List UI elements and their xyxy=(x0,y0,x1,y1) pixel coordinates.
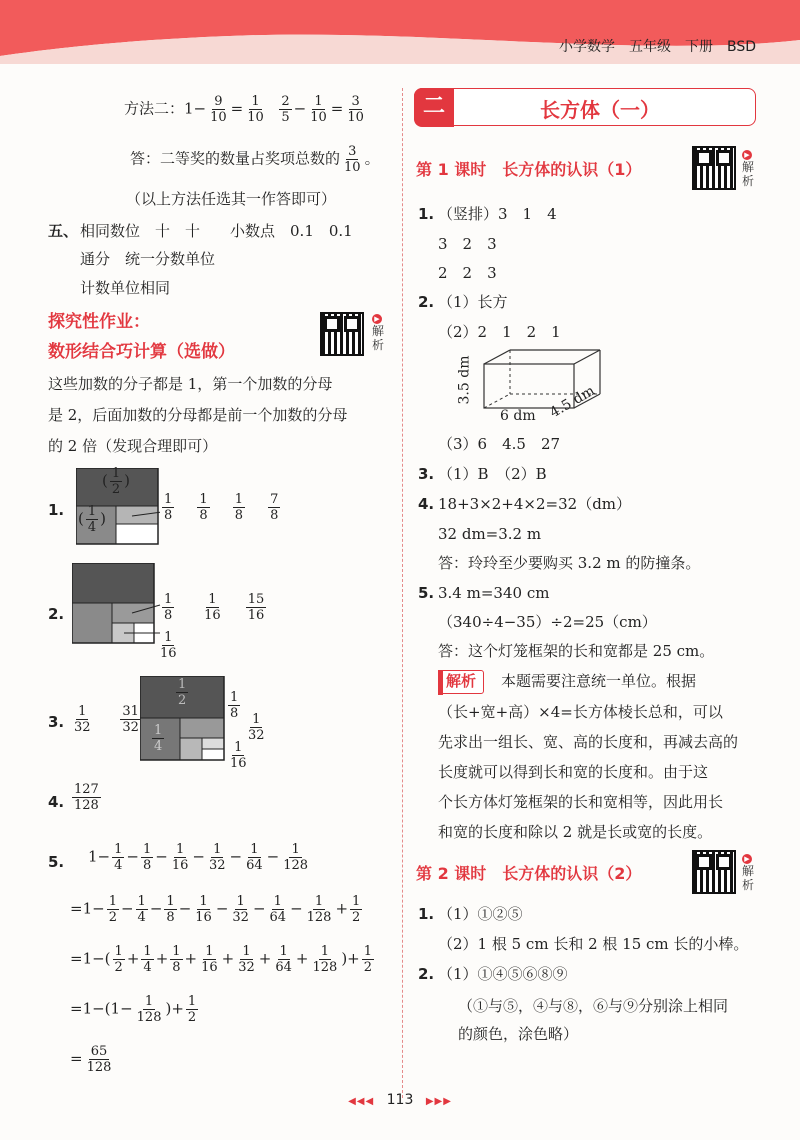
qr-code-icon[interactable] xyxy=(320,312,364,356)
fraction: $\frac{1}{128}$ xyxy=(312,944,338,975)
item3-side-fracs-3: $\frac{1}{16}$ xyxy=(230,740,247,771)
item5-row2: =1− $\frac{1}{2}$ − $\frac{1}{4}$ − $\frac{1}{8}$ − $\frac{1}{16}$ − $\frac{1}{32}$ − $\frac{1}{64}$ − $\frac{1}{128}$ + $\frac{1}{2}$ xyxy=(70,894,361,925)
fraction: $\frac{1}{128}$ xyxy=(136,994,162,1025)
analysis-line4: 长度就可以得到长和宽的长度和。由于这 xyxy=(438,763,709,781)
cuboid-height-label: 3.5 dm xyxy=(456,355,473,405)
item3-side-fracs: $\frac{1}{8}$ xyxy=(230,690,239,721)
item1-answers: $\frac{1}{8}$ $\frac{1}{8}$ $\frac{1}{8}$ $\frac{7}{8}$ xyxy=(164,492,279,523)
method2-line: 方法二：1− $\frac{9}{10}$ = $\frac{1}{10}$ $\frac{2}{5}$ − $\frac{1}{10}$ = $\frac{3}{10}$ xyxy=(124,94,364,125)
r5-line1: 3.4 m=340 cm xyxy=(438,584,550,602)
analysis-tag-bar xyxy=(438,670,443,695)
item3-side-fracs-2: $\frac{1}{32}$ xyxy=(248,712,265,743)
fraction: $\frac{1}{4}$ xyxy=(114,842,123,873)
r4-line3: 答：玲玲至少要购买 3.2 m 的防撞条。 xyxy=(438,554,701,572)
fraction: $\frac{1}{8}$ xyxy=(166,894,175,925)
fraction: $\frac{1}{8}$ xyxy=(142,842,152,873)
analysis-line2: （长+宽+高）×4=长方体棱长总和，可以 xyxy=(438,703,723,721)
item2-num: 2. xyxy=(48,605,65,623)
r1-line2: 3 2 3 xyxy=(438,235,497,253)
item1-sq-label-left: ( $\frac{1}{4}$ ) xyxy=(78,504,106,535)
play-icon: ▶ xyxy=(372,314,382,324)
fraction: $\frac{1}{4}$ xyxy=(143,944,152,975)
fraction: $\frac{1}{32}$ xyxy=(232,894,249,925)
r1-line1: （竖排）3 1 4 xyxy=(438,205,557,223)
qr-code-icon-lesson2[interactable] xyxy=(692,850,736,894)
fraction: $\frac{1}{128}$ xyxy=(306,894,332,925)
item3-sq-top: $\frac{1}{2}$ xyxy=(178,677,187,708)
section-number: 二 xyxy=(422,94,445,119)
explore-subtitle: 数形结合巧计算（选做） xyxy=(48,342,235,362)
jiexi-link-lesson2[interactable]: ▶ 解析 xyxy=(742,855,755,892)
r3-num: 3. xyxy=(418,465,435,483)
analysis-line1: 本题需要注意统一单位。根据 xyxy=(486,672,697,690)
item4-answer: $\frac{127}{128}$ xyxy=(74,782,99,813)
item3-num: 3. xyxy=(48,713,65,731)
item1-num: 1. xyxy=(48,501,65,519)
q5-label: 五、 xyxy=(48,222,79,240)
r2-num: 2. xyxy=(418,293,435,311)
s1-num: 1. xyxy=(418,905,435,923)
item5-row3: =1−( $\frac{1}{2}$ + $\frac{1}{4}$ + $\frac{1}{8}$ + $\frac{1}{16}$ + $\frac{1}{32}$ + $\frac{1}{64}$ + $\frac{1}{128}$ )+ $\frac{1}{2}$ xyxy=(70,944,373,975)
fraction: $\frac{1}{2}$ xyxy=(187,994,197,1025)
q5-line2: 通分 统一分数单位 xyxy=(80,250,216,268)
item2-answers: $\frac{1}{8}$ $\frac{1}{16}$ $\frac{15}{16}$ xyxy=(164,592,265,623)
item5-row4: =1−(1− $\frac{1}{128}$ )+ $\frac{1}{2}$ xyxy=(70,994,197,1025)
prev-arrows-icon: ◀◀◀ xyxy=(348,1096,375,1107)
fraction: $\frac{1}{2}$ xyxy=(108,894,117,925)
jiexi-link-lesson1[interactable]: ▶ 解析 xyxy=(742,151,755,188)
item2-small-frac: $\frac{1}{16}$ xyxy=(160,630,177,661)
item3-sq-left: $\frac{1}{4}$ xyxy=(154,723,163,754)
analysis-tag-label: 解析 xyxy=(446,672,477,690)
s2-line1: （1）①④⑤⑥⑧⑨ xyxy=(438,965,568,983)
section-title: 长方体（一） xyxy=(540,98,660,122)
fraction: $\frac{1}{64}$ xyxy=(275,944,292,975)
explore-para-1: 这些加数的分子都是 1，第一个加数的分母 xyxy=(48,375,333,393)
explore-para-2: 是 2，后面加数的分母都是前一个加数的分母 xyxy=(48,406,348,424)
lesson2-title: 第 2 课时 长方体的认识（2） xyxy=(416,864,642,883)
fraction: $\frac{65}{128}$ xyxy=(86,1044,112,1075)
fraction: $\frac{1}{64}$ xyxy=(246,842,263,873)
item1-sq-label-top: ( $\frac{1}{2}$ ) xyxy=(102,466,130,497)
next-arrows-icon: ▶▶▶ xyxy=(425,1096,452,1107)
r3-line1: （1）B （2）B xyxy=(438,465,547,483)
fraction: $\frac{1}{16}$ xyxy=(201,944,218,975)
answer-line: 答：二等奖的数量占奖项总数的 $\frac{3}{10}$ 。 xyxy=(130,144,380,175)
s2-line3: 的颜色，涂色略） xyxy=(458,1025,579,1043)
r4-line2: 32 dm=3.2 m xyxy=(438,525,542,543)
cuboid-depth-label: 4.5 dm xyxy=(547,382,598,422)
q5-line1: 相同数位 十 十 小数点 0.1 0.1 xyxy=(80,222,353,240)
item5-num: 5. xyxy=(48,853,65,871)
r2-line3: （3）6 4.5 27 xyxy=(438,435,561,453)
column-divider xyxy=(402,88,403,1098)
fraction: $\frac{1}{2}$ xyxy=(352,894,361,925)
r5-num: 5. xyxy=(418,584,435,602)
play-icon: ▶ xyxy=(742,854,752,864)
fraction: $\frac{1}{32}$ xyxy=(208,842,226,873)
header-band xyxy=(0,0,800,70)
cuboid-width-label: 6 dm xyxy=(500,408,536,424)
r1-num: 1. xyxy=(418,205,435,223)
header-text: 小学数学 五年级 下册 BSD xyxy=(558,39,756,55)
page-footer xyxy=(0,1092,800,1108)
item5-row1: 1− $\frac{1}{4}$ − $\frac{1}{8}$ − $\frac{1}{16}$ − $\frac{1}{32}$ − $\frac{1}{64}$ − $\frac{1}{128}$ xyxy=(88,842,309,873)
fraction: $\frac{1}{2}$ xyxy=(363,944,373,975)
play-icon: ▶ xyxy=(742,150,752,160)
fraction: $\frac{1}{16}$ xyxy=(195,894,212,925)
s1-line1: （1）①②⑤ xyxy=(438,905,523,923)
s1-line2: （2）1 根 5 cm 长和 2 根 15 cm 长的小棒。 xyxy=(438,935,749,953)
r4-line1: 18+3×2+4×2=32（dm） xyxy=(438,495,632,513)
note-line: （以上方法任选其一作答即可） xyxy=(126,190,337,208)
fraction: $\frac{1}{4}$ xyxy=(137,894,146,925)
fraction: $\frac{1}{32}$ xyxy=(238,944,255,975)
r2-line2: （2）2 1 2 1 xyxy=(438,323,561,341)
lesson1-title: 第 1 课时 长方体的认识（1） xyxy=(416,160,642,179)
fraction: $\frac{1}{64}$ xyxy=(269,894,287,925)
r4-num: 4. xyxy=(418,495,435,513)
analysis-line5: 个长方体灯笼框架的长和宽相等，因此用长 xyxy=(438,793,724,811)
r5-line3: 答：这个灯笼框架的长和宽都是 25 cm。 xyxy=(438,642,715,660)
explore-title: 探究性作业： xyxy=(48,312,150,332)
fraction: $\frac{1}{16}$ xyxy=(171,842,189,873)
page-number: 113 xyxy=(386,1092,414,1108)
item3-answers: $\frac{1}{32}$ $\frac{31}{32}$ xyxy=(74,704,139,735)
section-number-box xyxy=(414,88,454,127)
r1-line3: 2 2 3 xyxy=(438,264,497,282)
explore-para-3: 的 2 倍（发现合理即可） xyxy=(48,437,218,455)
q5-line3: 计数单位相同 xyxy=(80,279,171,297)
fraction: $\frac{1}{2}$ xyxy=(114,944,123,975)
jiexi-link[interactable]: ▶ 解析 xyxy=(372,315,385,352)
item4-num: 4. xyxy=(48,793,65,811)
s2-line2: （①与⑤，④与⑧，⑥与⑨分别涂上相同 xyxy=(458,997,729,1015)
analysis-line6: 和宽的长度和除以 2 就是长或宽的长度。 xyxy=(438,823,713,841)
item5-row5: = $\frac{65}{128}$ xyxy=(70,1044,112,1075)
s2-num: 2. xyxy=(418,965,435,983)
fraction: $\frac{1}{8}$ xyxy=(172,944,181,975)
r2-line1: （1）长方 xyxy=(438,293,508,311)
r5-line2: （340÷4−35）÷2=25（cm） xyxy=(438,613,657,631)
fraction: $\frac{1}{128}$ xyxy=(283,842,309,873)
analysis-line3: 先求出一组长、宽、高的长度和，再减去高的 xyxy=(438,733,739,751)
qr-code-icon-lesson1[interactable] xyxy=(692,146,736,190)
item2-square-diagram xyxy=(72,563,162,647)
